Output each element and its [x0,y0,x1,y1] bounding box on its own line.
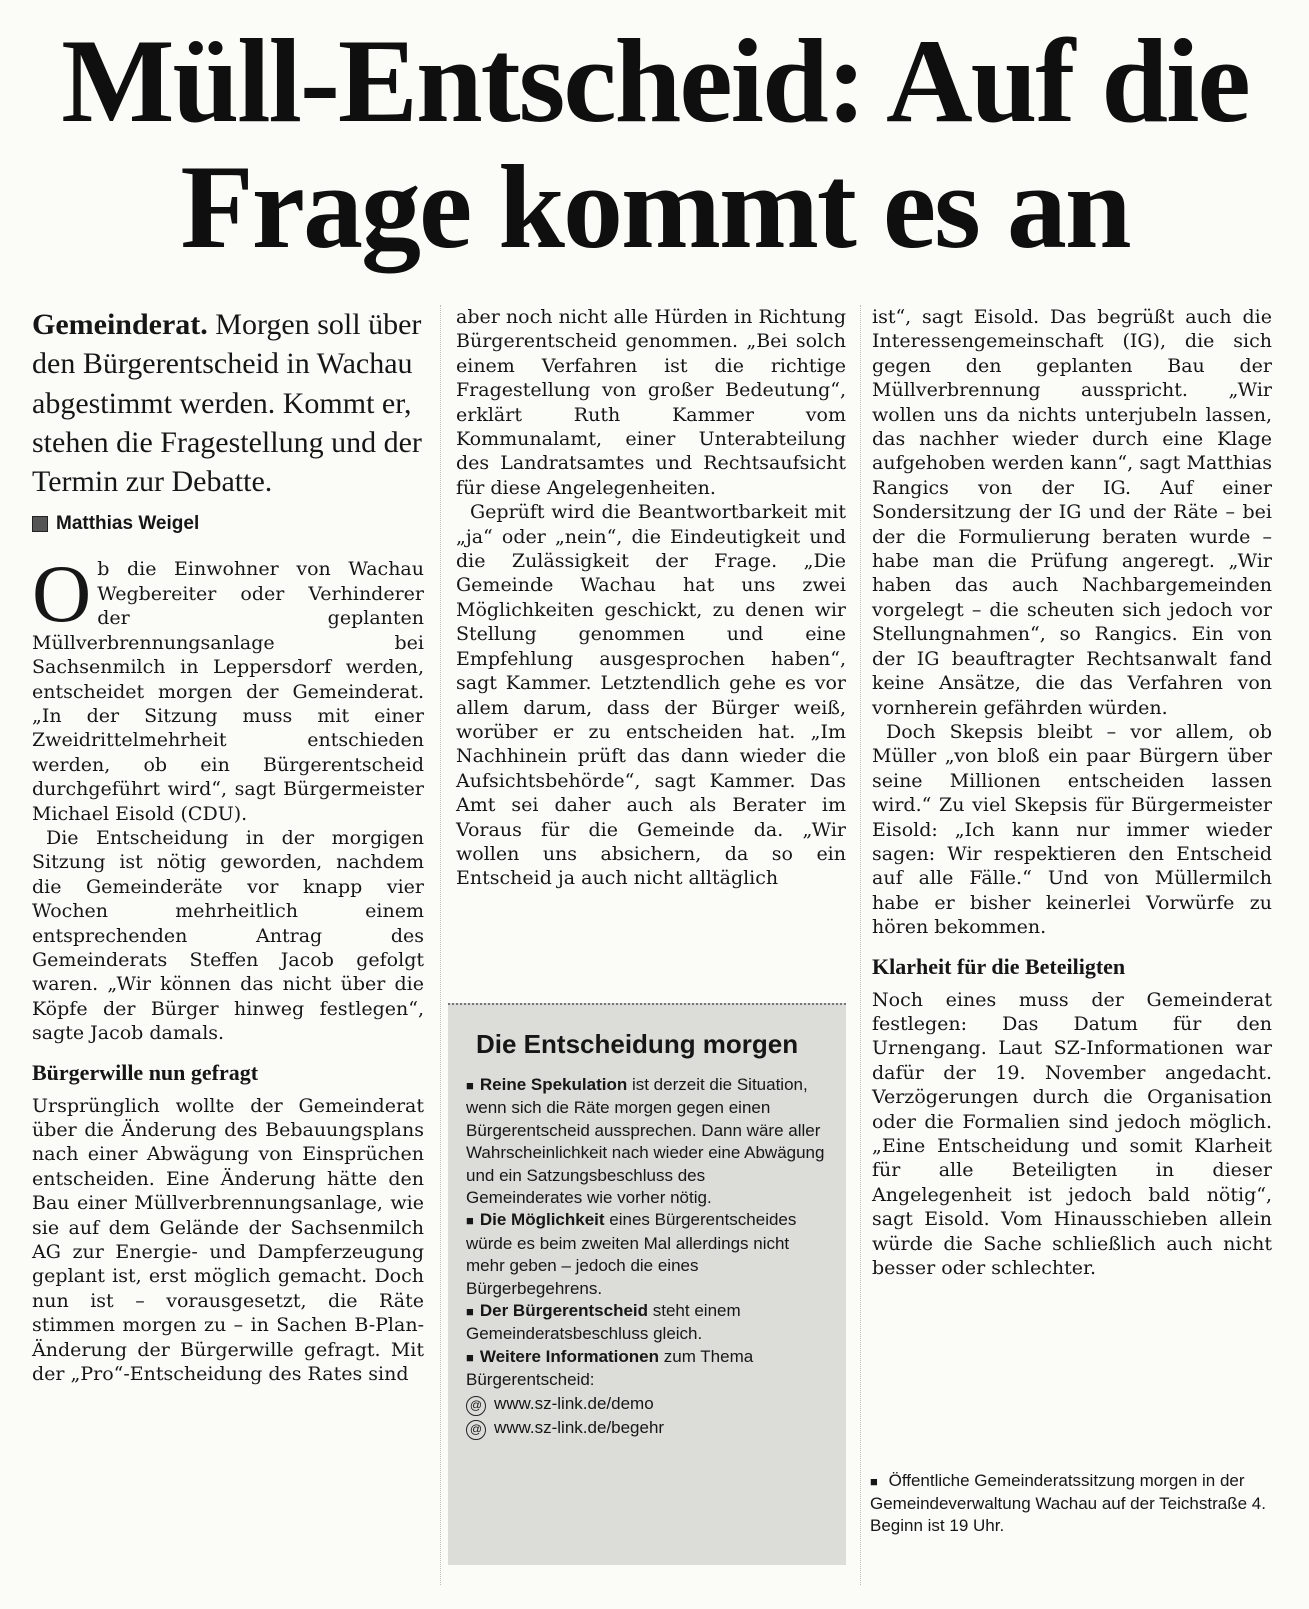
body-paragraph-5: Geprüft wird die Beantwortbarkeit mit „ja“ oder „nein“, die Eindeutigkeit und die Zulässigkeit der Frage. „Die Gemeinde Wachau hat uns zwei Möglichkeiten geschickt, zu denen wir Stellung genommen und eine Empfehlung ausgesprochen haben“, sagt Kammer. Letztendlich gehe es vor allem darum, dass der Bürger weiß, worüber er zu entscheiden hat. „Im Nachhinein prüft das dann wieder die Aufsichtsbehörde“, sagt Kammer. Das Amt sei daher auch als Berater im Voraus für die Gemeinde da. „Wir wollen uns absichern, da so ein Entscheid ja auch nicht alltäglich [456,501,846,890]
lead-paragraph [32,305,424,501]
info-box [448,1003,846,1565]
bullet-square-icon: ■ [466,1078,474,1093]
info-item [466,1300,826,1346]
lead-text: Morgen soll über den Bürgerentscheid in Wachau abgestimmt werden. Kommt er, stehen die Fragestellung und der Termin zur Debatte. [32,308,422,499]
link-demo[interactable] [466,1392,846,1416]
column-1 [32,305,424,1386]
byline [32,513,424,535]
body-paragraph-2: Die Entscheidung in der morgigen Sitzung ist nötig geworden, nachdem die Gemeinderäte vor knapp vier Wochen mehrheitlich einem entsprechenden Antrag des Gemeinderats Steffen Jacob gefolgt waren. „Wir können das nicht über die Köpfe der Bürger hinweg festlegen“, sagte Jacob damals. [32,826,424,1045]
link-begehr[interactable] [466,1416,846,1440]
body-paragraph-1 [32,548,424,825]
column-divider [440,305,441,1585]
byline-square-icon [32,516,48,532]
meeting-note [870,1470,1270,1537]
info-item-bold: Die Möglichkeit [479,1210,605,1230]
column-2 [456,305,846,891]
bullet-square-icon: ■ [870,1474,878,1489]
at-sign-icon: @ [466,1420,486,1440]
info-item-text: steht einem Gemeinderatsbeschluss gleich. [466,1301,741,1344]
link-text[interactable]: www.sz-link.de/demo [494,1393,654,1413]
body-text: b die Einwohner von Wachau Wegbereiter oder Verhinderer der geplanten Müllverbrennungsanlage bei Sachsenmilch in Leppersdorf werden, entscheidet morgen der Gemeinderat. „In der Sitzung muss mit einer Zweidrittelmehrheit entschieden werden, ob ein Bürgerentscheid durchgeführt wird“, sagt Bürgermeister Michael Eisold (CDU). [32,558,424,825]
body-paragraph-7: Doch Skepsis bleibt – vor allem, ob Müller „von bloß ein paar Bürgern über seine Millionen entscheiden lassen wird.“ Zu viel Skepsis für Bürgermeister Eisold: „Ich kann nur immer wieder sagen: Wir respektieren den Entscheid auf alle Fälle.“ Und von Müllermilch habe er bisher keinerlei Vorwürfe zu hören bekommen. [872,720,1272,939]
meeting-note-text: Öffentliche Gemeinderatssitzung morgen in der Gemeindeverwaltung Wachau auf der Teichstraße 4. Beginn ist 19 Uhr. [870,1471,1266,1535]
bullet-square-icon: ■ [466,1213,474,1229]
body-paragraph-8: Noch eines muss der Gemeinderat festlegen: Das Datum für den Urnengang. Laut SZ-Informationen war dafür der 19. November angedacht. Verzögerungen durch die Organisation oder die Formalien sind jedoch möglich. „Eine Entscheidung und somit Klarheit für alle Beteiligten in dieser Angelegenheit ist jedoch bald nötig“, sagt Eisold. Vom Hinausschieben allein würde die Sache schließlich auch nicht besser oder schlechter. [872,988,1272,1280]
info-item-text: ist derzeit die Situation, wenn sich die Räte morgen gegen einen Bürgerentscheid aussprechen. Dann wäre aller Wahrscheinlichkeit nach wieder eine Abwägung und ein Satzungsbeschluss des Gemeinderates wie vorher nötig. [466,1075,825,1208]
body-paragraph-6: ist“, sagt Eisold. Das begrüßt auch die Interessengemeinschaft (IG), die sich gegen den geplanten Bau der Müllverbrennung ausspricht. „Wir wollen uns da nichts unterjubeln lassen, das nachher wieder durch eine Klage aufgehoben werden kann“, sagt Matthias Rangics von der IG. Auf einer Sondersitzung der IG und der Räte – bei der die Formulierung beraten wurde – habe man die Prüfung angeregt. „Wir haben das auch Nachbargemeinden vorgelegt – die scheuten sich jedoch vor Stellungnahmen“, so Rangics. Ein von der IG beauftragter Rechtsanwalt fand keine Ansätze, die das Verfahren von vornherein gefährden würden. [872,306,1272,719]
author-name: Matthias Weigel [56,513,200,535]
at-sign-icon: @ [466,1396,486,1416]
headline: Müll-Entscheid: Auf die Frage kommt es an [61,14,1249,273]
info-item [466,1209,826,1300]
column-divider [860,305,861,1585]
body-paragraph-3: Ursprünglich wollte der Gemeinderat über die Änderung des Bebauungsplans nach einer Abwägung von Einsprüchen entscheiden. Eine Änderung hätte den Bau einer Müllverbrennungsanlage, wie sie auf dem Gelände der Sachsenmilch AG zur Energie- und Dampferzeugung geplant ist, erst möglich gemacht. Doch nun ist – vorausgesetzt, die Räte stimmen morgen zu – in Sachen B-Plan-Änderung der Bürgerwille gefragt. Mit der „Pro“-Entscheidung des Rates sind [32,1094,424,1386]
info-item-text: eines Bürgerentscheides würde es beim zweiten Mal allerdings nicht mehr geben – jedoch die eines Bürgerbegehrens. [466,1210,797,1298]
info-item-bold: Reine Spekulation [479,1075,628,1094]
info-box-title: Die Entscheidung morgen [476,1029,799,1059]
bullet-square-icon: ■ [466,1349,474,1365]
info-item [466,1074,826,1209]
info-item-text: zum Thema Bürgerentscheid: [466,1346,754,1390]
lead-kicker: Gemeinderat. [32,308,208,341]
subheading-buergerwille: Bürgerwille nun gefragt [32,1059,259,1085]
info-item [466,1346,826,1392]
column-3 [872,305,1272,1280]
body-paragraph-4: aber noch nicht alle Hürden in Richtung Bürgerentscheid genommen. „Bei solch einem Verfahren ist die richtige Fragestellung von großer Bedeutung“, erklärt Ruth Kammer vom Kommunalamt, einer Unterabteilung des Landratsamtes und Rechtsaufsicht für diese Angelegenheiten. [456,306,846,499]
link-text[interactable]: www.sz-link.de/begehr [494,1417,665,1437]
subheading-klarheit: Klarheit für die Beteiligten [872,953,1126,979]
info-item-bold: Weitere Informationen [479,1346,660,1366]
info-item-bold: Der Bürgerentscheid [479,1301,649,1321]
dropcap: O [32,548,92,640]
bullet-square-icon: ■ [466,1304,474,1320]
